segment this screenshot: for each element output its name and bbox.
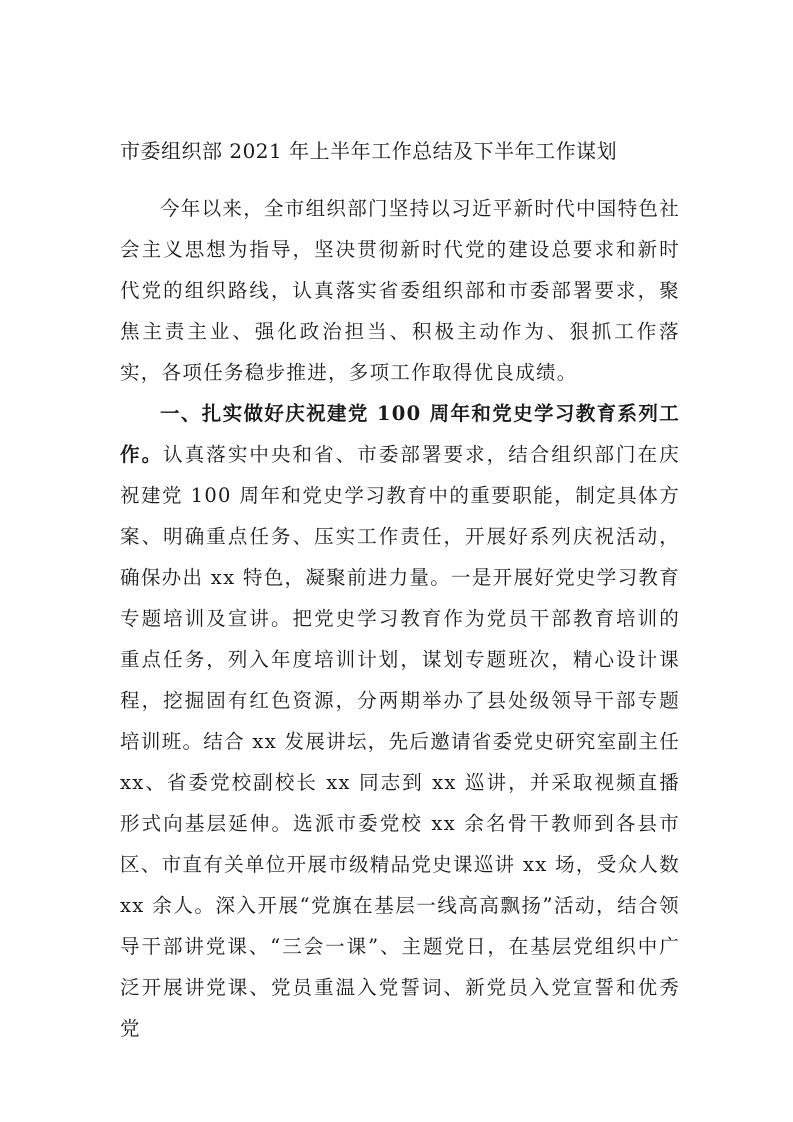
section-heading: 一、扎实做好庆祝建党 100 周年和党史学习教育系列工作。 bbox=[120, 402, 680, 466]
document-page bbox=[120, 130, 680, 1049]
paragraph-text: 认真落实中央和省、市委部署要求，结合组织部门在庆祝建党 100 周年和党史学习教育中的重要职能，制定具体方案、明确重点任务、压实工作责任，开展好系列庆祝活动，确保办出 xx 特色，凝聚前进力量。一是开展好党史学习教育专题培训及宣讲。把党史学习教育作为党员干部教育培训的重点任务，列入年度培训计划，谋划专题班次，精心设计课程，挖掘固有红色资源，分两期举办了县处级领导干部专题培训班。结合 xx 发展讲坛，先后邀请省委党史研究室副主任 xx、省委党校副校长 xx 同志到 xx 巡讲，并采取视频直播形式向基层延伸。选派市委党校 xx 余名骨干教师到各县市区、市直有关单位开展市级精品党史课巡讲 xx 场，受众人数 xx 余人。深入开展“党旗在基层一线高高飘扬”活动，结合领导干部讲党课、“三会一课”、主题党日，在基层党组织中广泛开展讲党课、党员重温入党誓词、新党员入党宣誓和优秀党 bbox=[120, 443, 680, 1040]
document-title: 市委组织部 2021 年上半年工作总结及下半年工作谋划 bbox=[120, 139, 618, 163]
intro-paragraph bbox=[120, 188, 680, 393]
section-one-paragraph bbox=[120, 393, 680, 1049]
paragraph-text: 今年以来，全市组织部门坚持以习近平新时代中国特色社会主义思想为指导，坚决贯彻新时代党的建设总要求和新时代党的组织路线，认真落实省委组织部和市委部署要求，聚焦主责主业、强化政治担当、积极主动作为、狠抓工作落实，各项任务稳步推进，多项工作取得优良成绩。 bbox=[120, 197, 681, 384]
